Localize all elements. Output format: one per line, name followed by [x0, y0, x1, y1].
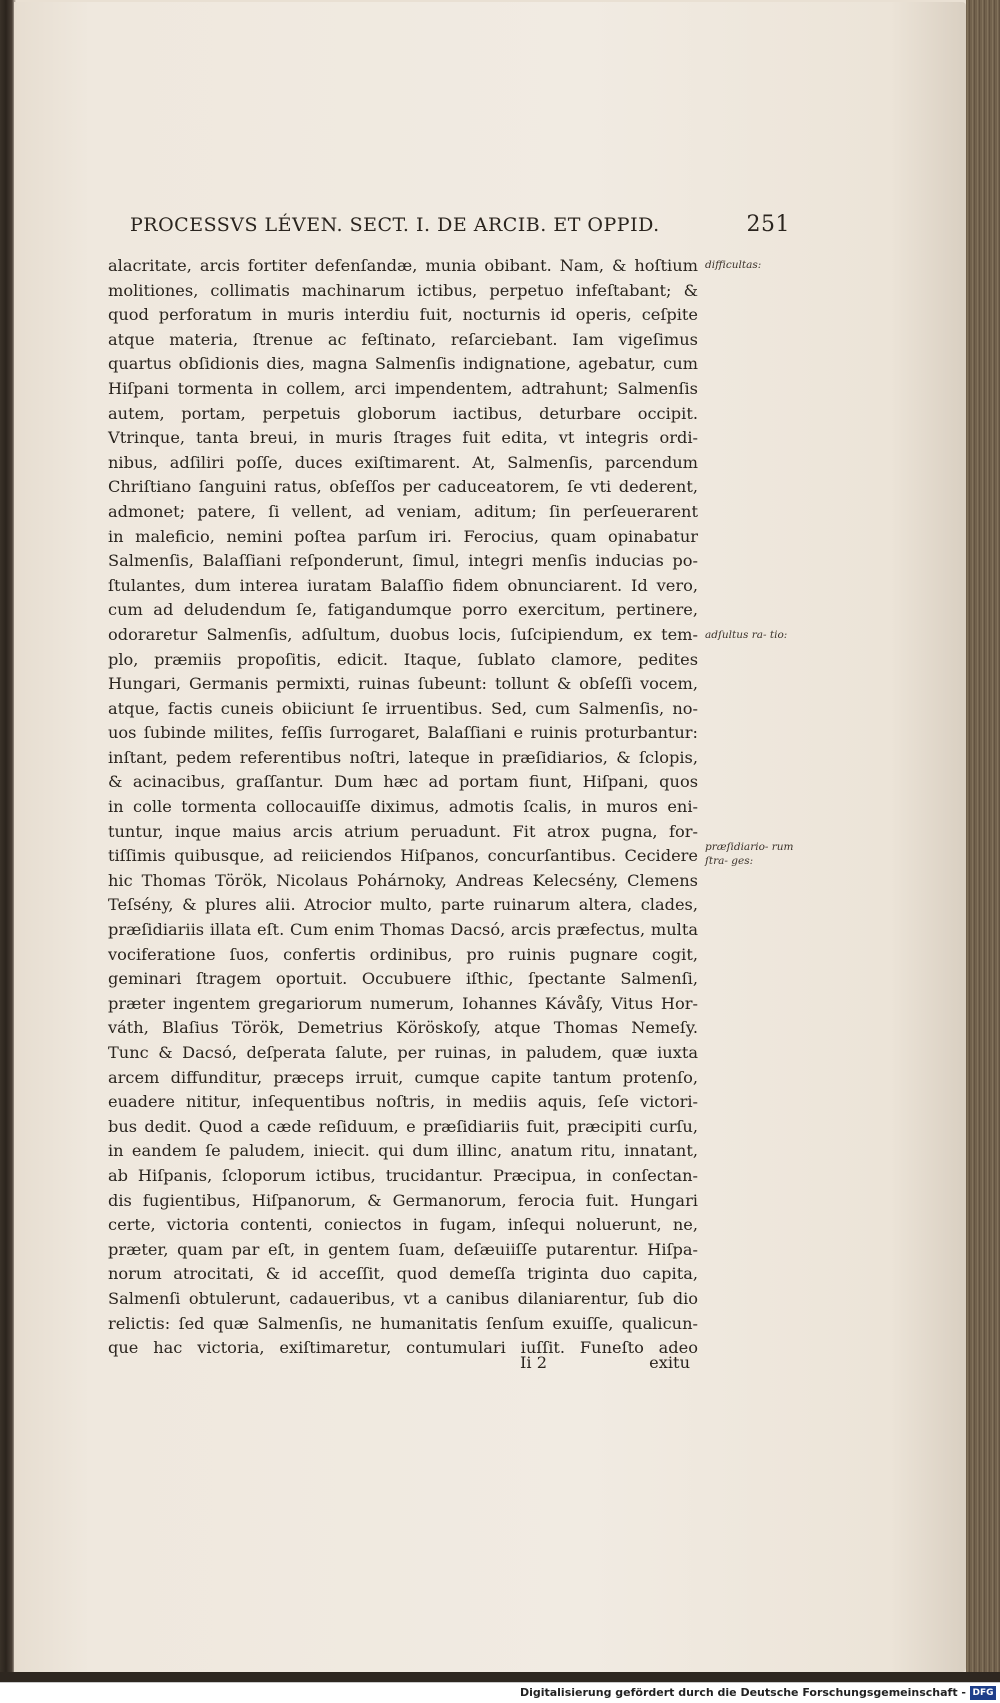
text-line: in eandem ſe paludem, iniecit. qui dum illinc, anatum ritu, innatant, [108, 1141, 698, 1161]
text-line: Salmenſi obtulerunt, cadaueribus, vt a canibus dilaniarentur, ſub dio [108, 1288, 698, 1308]
text-line: relictis: ſed quæ Salmenſis, ne humanitatis ſenſum exuiſſe, qualicun- [108, 1313, 698, 1333]
text-line: & acinacibus, graſſantur. Dum hæc ad portam fiunt, Hiſpani, quos [108, 772, 698, 792]
text-line: uos ſubinde milites, feſſis ſurrogaret, Balaſſiani e ruinis proturbantur: [108, 723, 698, 743]
text-line: tiſſimis quibusque, ad reiiciendos Hiſpanos, concurſantibus. Cecidere [108, 846, 698, 866]
text-line: geminari ſtragem oportuit. Occubuere iſthic, ſpectante Salmenſi, [108, 969, 698, 989]
text-line: váth, Blaſius Török, Demetrius Köröskoſy, atque Thomas Nemeſy. [108, 1018, 698, 1038]
signature-mark: Ii 2 [520, 1353, 548, 1372]
text-line: quartus obſidionis dies, magna Salmenſis indignatione, agebatur, cum [108, 354, 698, 374]
text-line: alacritate, arcis fortiter defenſandæ, munia obibant. Nam, & hoſtium [108, 256, 698, 275]
catchword: exitu [649, 1353, 690, 1372]
text-line: que hac victoria, exiſtimaretur, contumulari iuſſit. Funeſto adeo [108, 1338, 698, 1358]
digitization-bar [0, 1682, 1000, 1703]
text-line: in maleficio, nemini poſtea parſum iri. Ferocius, quam opinabatur [108, 526, 698, 546]
margin-note-praesidiariorum: præſidiario- rum ſtra- ges: [705, 841, 794, 867]
dfg-logo: DFG [970, 1686, 996, 1700]
text-line: euadere nititur, inſequentibus noſtris, in mediis aquis, ſeſe victori- [108, 1092, 698, 1112]
text-line: vociferatione ſuos, confertis ordinibus, pro ruinis pugnare cogit, [108, 944, 698, 964]
text-line: Vtrinque, tanta breui, in muris ſtrages fuit edita, vt integris ordi- [108, 428, 698, 448]
text-line: autem, portam, perpetuis globorum iactibus, deturbare occipit. [108, 403, 698, 423]
text-line: in colle tormenta collocauiſſe diximus, admotis ſcalis, in muros eni- [108, 797, 698, 817]
text-line: præter, quam par eſt, in gentem ſuam, deſæuiiſſe putarentur. Hiſpa- [108, 1239, 698, 1259]
margin-note-difficultas: difficultas: [705, 259, 762, 271]
scan-bottom-edge [0, 1672, 1000, 1682]
text-line: hic Thomas Török, Nicolaus Pohárnoky, Andreas Kelecsény, Clemens [108, 870, 698, 890]
text-line: atque, factis cuneis obiiciunt ſe irruentibus. Sed, cum Salmenſis, no- [108, 698, 698, 718]
text-line: plo, præmiis propoſitis, edicit. Itaque, ſublato clamore, pedites [108, 649, 698, 669]
text-line: molitiones, collimatis machinarum ictibus, perpetuo infeſtabant; & [108, 280, 698, 300]
text-line: Salmenſis, Balaſſiani reſponderunt, ſimul, integri menſis inducias po- [108, 551, 698, 571]
text-line: præſidiariis illata eſt. Cum enim Thomas Dacsó, arcis præfectus, multa [108, 920, 698, 940]
text-line: dis fugientibus, Hiſpanorum, & Germanorum, ferocia fuit. Hungari [108, 1190, 698, 1210]
text-line: quod perforatum in muris interdiu fuit, nocturnis id operis, ceſpite [108, 305, 698, 325]
text-line: atque materia, ſtrenue ac feſtinato, reſarciebant. Iam vigeſimus [108, 329, 698, 349]
text-line: norum atrocitati, & id acceſſit, quod demeſſa triginta duo capita, [108, 1264, 698, 1284]
text-line: arcem diffunditur, præceps irruit, cumque capite tantum protenſo, [108, 1067, 698, 1087]
book-edge [966, 0, 1000, 1680]
running-header [130, 212, 790, 237]
funding-notice: Digitalisierung gefördert durch die Deutsche Forschungsgemeinschaft - [519, 1686, 966, 1699]
text-line: nibus, adſiliri poſſe, duces exiſtimarent. At, Salmenſis, parcendum [108, 452, 698, 472]
text-line: odoraretur Salmenſis, adſultum, duobus locis, ſuſcipiendum, ex tem- [108, 624, 698, 644]
text-line: certe, victoria contenti, coniectos in fugam, inſequi noluerunt, ne, [108, 1215, 698, 1235]
text-line: Chriſtiano ſanguini ratus, obſeſſos per caduceatorem, ſe vti dederent, [108, 477, 698, 497]
text-line: Tunc & Dacsó, deſperata ſalute, per ruinas, in paludem, quæ iuxta [108, 1043, 698, 1062]
text-line: bus dedit. Quod a cæde reſiduum, e præſidiariis fuit, præcipiti curſu, [108, 1116, 698, 1136]
text-line: præter ingentem gregariorum numerum, Iohannes Kávåſy, Vitus Hor- [108, 993, 698, 1013]
text-line: Hungari, Germanis permixti, ruinas ſubeunt: tollunt & obſeſſi vocem, [108, 674, 698, 694]
text-line: tuntur, inque maius arcis atrium peruadunt. Fit atrox pugna, for- [108, 821, 698, 841]
text-line: ſtulantes, dum interea iuratam Balaſſio fidem obnunciarent. Id vero, [108, 575, 698, 595]
text-line: Teſsény, & plures alii. Atrocior multo, parte ruinarum altera, clades, [108, 895, 698, 915]
text-line: cum ad deludendum ſe, fatigandumque porro exercitum, pertinere, [108, 600, 698, 620]
text-line: ab Hiſpanis, ſcloporum ictibus, trucidantur. Præcipua, in conſectan- [108, 1165, 698, 1185]
body-text [108, 254, 698, 1361]
text-line: Hiſpani tormenta in collem, arci impendentem, adtrahunt; Salmenſis [108, 378, 698, 398]
text-line: admonet; patere, ſi vellent, ad veniam, aditum; ſin perſeuerarent [108, 501, 698, 521]
margin-note-adsultus: adſultus ra- tio: [705, 629, 788, 641]
page-number: 251 [746, 212, 790, 237]
running-title: PROCESSVS LÉVEN. SECT. I. DE ARCIB. ET OPPID. [130, 214, 660, 236]
text-line: inſtant, pedem referentibus noſtri, lateque in præſidiarios, & ſclopis, [108, 747, 698, 767]
